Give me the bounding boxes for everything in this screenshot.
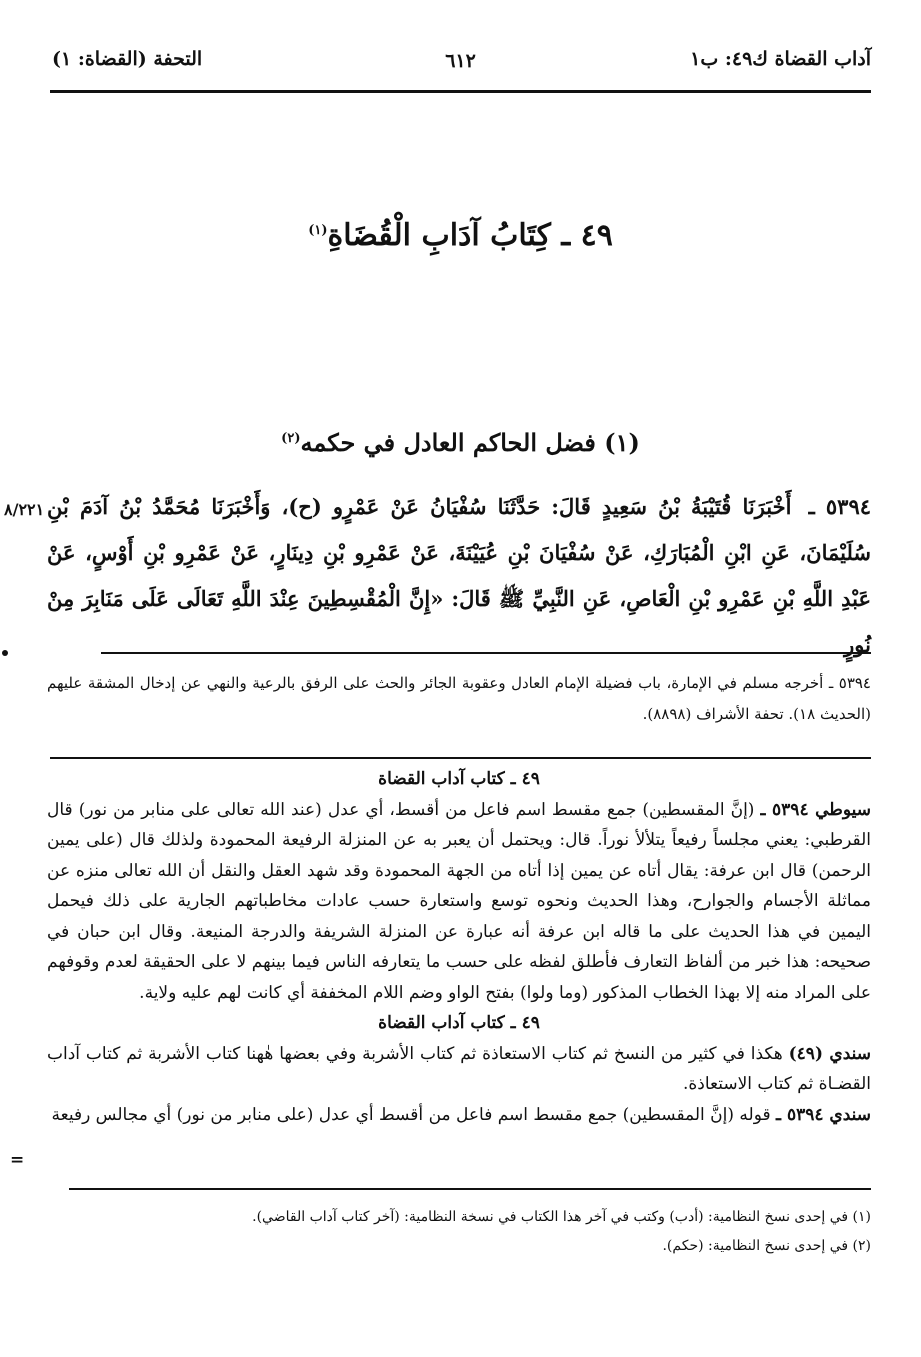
margin-volume-page-note: ٨/٢٢١ [4, 500, 45, 519]
sindi-chapter-text: هكذا في كثير من النسخ ثم كتاب الاستعاذة ثم كتاب الأشربة وفي بعضها هٰهنا كتاب الأشربة ثم كتاب آداب القضـاة ثم كتاب الاستعاذة. [47, 1043, 871, 1094]
book-title [0, 218, 921, 253]
commentary-heading-suyuti: ٤٩ ـ كتاب آداب القضاة [378, 769, 540, 789]
sindi-commentary-chapter [47, 1039, 871, 1100]
hadith-text-block [47, 484, 871, 668]
running-head-tuhfa: التحفة (القضاة: ١) [52, 48, 203, 70]
chapter-title-text: (١) فضل الحاكم العادل في حكمه [300, 428, 640, 457]
footnote-1: (١) في إحدى نسخ النظامية: (أدب) وكتب في آخر هذا الكتاب في نسخة النظامية: (آخر كتاب آداب القاضي). [252, 1209, 871, 1225]
book-title-text: ٤٩ ـ كِتَابُ آدَابِ الْقُضَاةِ [327, 218, 613, 253]
hadith-separator-rule [101, 652, 871, 654]
hadith-text: أَخْبَرَنَا قُتَيْبَةُ بْنُ سَعِيدٍ قَالَ: حَدَّثَنَا سُفْيَانُ عَنْ عَمْرٍو (ح)، وَأَخْبَرَنَا مُحَمَّدُ بْنُ آدَمَ بْنِ سُلَيْمَانَ، عَنِ ابْنِ الْمُبَارَكِ، عَنْ سُفْيَانَ بْنِ عُيَيْنَةَ، عَنْ عَمْرِو بْنِ دِينَارٍ، عَنْ عَمْرِو بْنِ أَوْسٍ، عَنْ عَبْدِ اللَّهِ بْنِ عَمْرِو بْنِ الْعَاصِ، عَنِ النَّبِيِّ ﷺ قَالَ: «إِنَّ الْمُقْسِطِينَ عِنْدَ اللَّهِ تَعَالَى عَلَى مَنَابِرَ مِنْ نُورٍ [47, 494, 871, 657]
book-title-footnote-ref: (١) [308, 223, 328, 238]
footnotes [47, 1203, 871, 1261]
takhrij-note: ٥٣٩٤ ـ أخرجه مسلم في الإمارة، باب فضيلة الإمام العادل وعقوبة الجائر والحث على الرفق بالرعية والنهي عن إدخال المشقة عليهم (الحديث ١٨). تحفة الأشراف (٨٨٩٨). [47, 674, 871, 723]
sindi-chapter-label: سندي (٤٩) [788, 1043, 871, 1064]
suyuti-label: سيوطي ٥٣٩٤ ـ [760, 799, 871, 820]
footnote-separator-rule [69, 1188, 871, 1190]
sindi-hadith-text: قوله (إنَّ المقسطين) جمع مقسط اسم فاعل من أقسط أي عدل (على منابر من نور) أي مجالس رفيعة [51, 1104, 771, 1125]
running-head-chapter: آداب القضاة ك٤٩: ب١ [690, 48, 871, 70]
suyuti-text: (إنَّ المقسطين) جمع مقسط اسم فاعل من أقسط، أي عدل (عند الله تعالى على منابر من نور) قال القرطبي: يعني مجلساً رفيعاً يتلألأ نوراً. قال: ويحتمل أن يعبر به عن المنزلة الرفيعة المحمودة ولذلك قال (على يمين الرحمن) قال ابن عرفة: يقال أتاه عن يمين إذا أتاه من الجهة المحمودة وقد شهد العقل والنقل أن الله تعالى منزه عن مماثلة الأجسام والجوارح، وهذا الحديث ونحوه توسع واستعارة حسب عادات مخاطباتهم الجارية على ذلك فيحمل اليمين في هذا الحديث على ما قاله ابن عرفة أنه عبارة عن المنزلة الشريفة والدرجة المنيعة. وقال ابن حبان في صحيحه: هذا خبر من ألفاظ التعارف فأطلق لفظه على حسب ما يتعارفه الناس فيما بينهم لا على الحقيقة لعدم وقوفهم على المراد منه إلا بهذا الخطاب المذكور (وما ولوا) بفتح الواو وضم اللام المخففة أي كانت لهم عليه ولاية. [47, 799, 871, 1003]
header-rule [50, 90, 871, 93]
commentary-heading-sindi: ٤٩ ـ كتاب آداب القضاة [378, 1013, 540, 1033]
continuation-mark: = [10, 1150, 25, 1170]
sindi-commentary-hadith [47, 1100, 871, 1131]
chapter-title-footnote-ref: (٢) [281, 431, 301, 446]
commentary-section [47, 764, 871, 1130]
suyuti-commentary [47, 795, 871, 1009]
sindi-hadith-label: سندي ٥٣٩٤ ـ [776, 1104, 871, 1125]
commentary-separator-rule [50, 757, 871, 759]
chapter-title [0, 428, 921, 457]
hadith-number: ٥٣٩٤ ـ [808, 494, 872, 519]
page-number: ٦١٢ [445, 50, 476, 72]
footnote-2: (٢) في إحدى نسخ النظامية: (حكم). [662, 1238, 871, 1254]
margin-dot [2, 650, 8, 656]
